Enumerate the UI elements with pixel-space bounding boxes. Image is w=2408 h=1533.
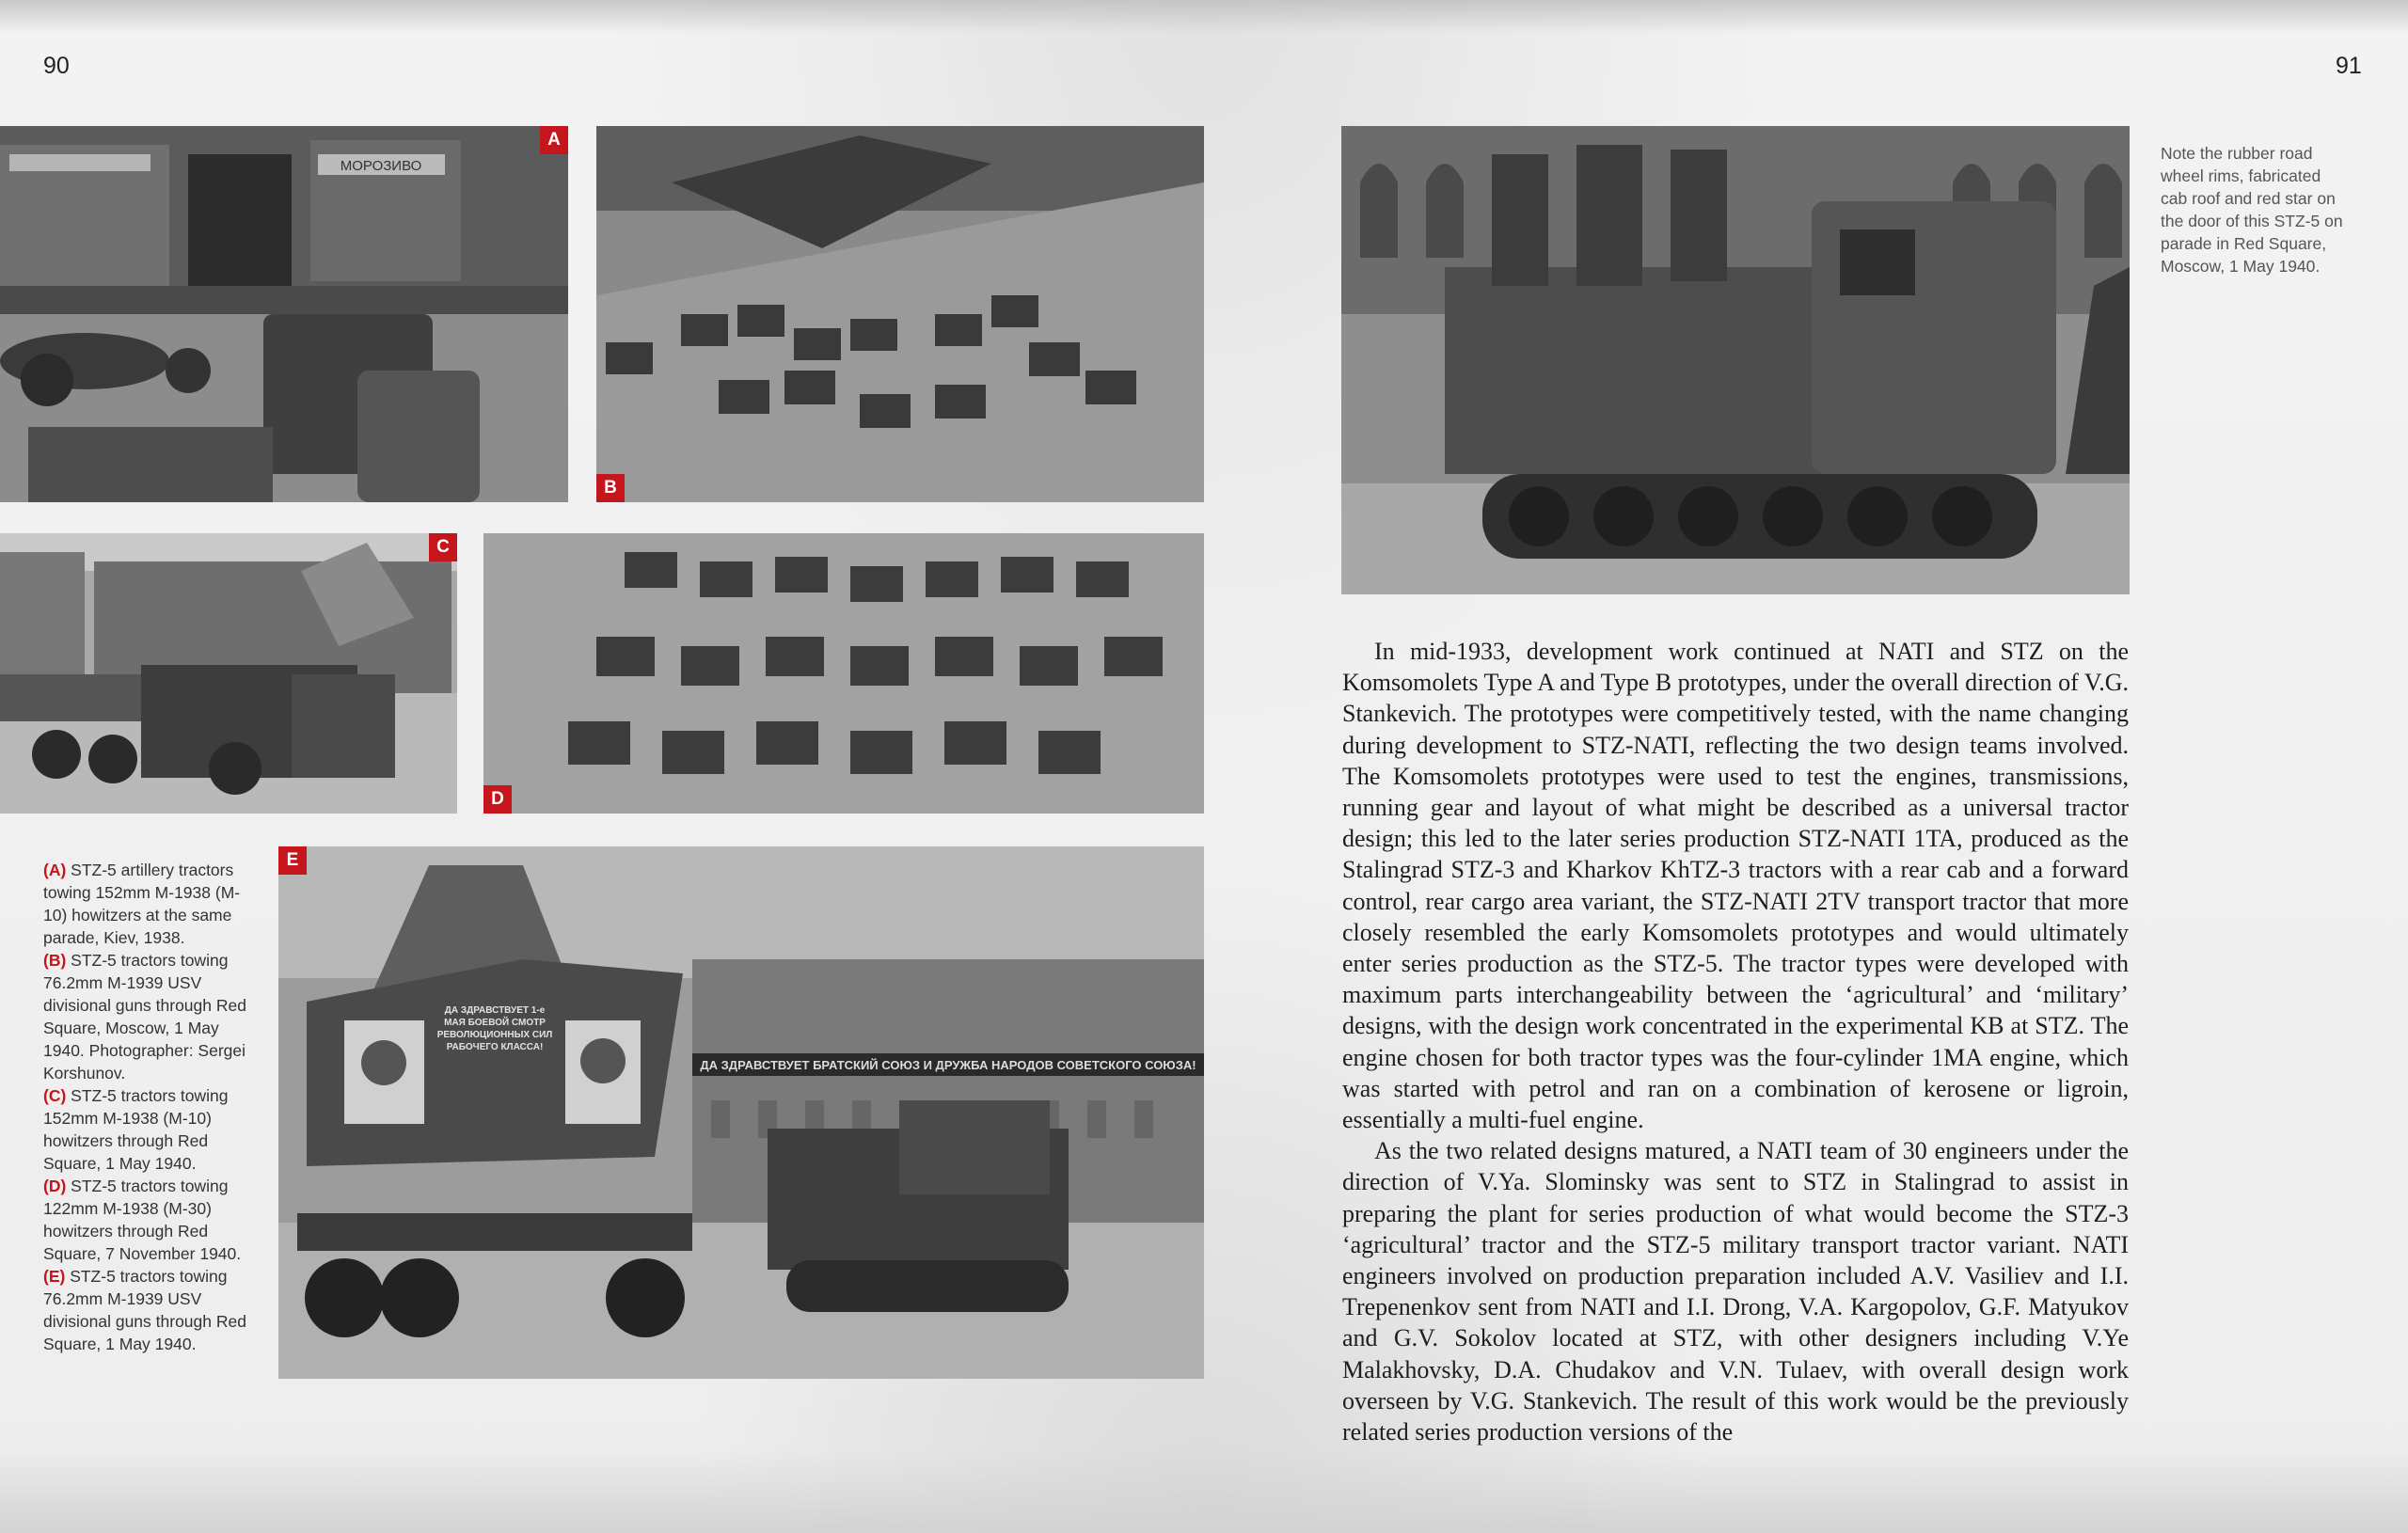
caption-tag-d: (D) bbox=[43, 1177, 67, 1195]
photo-d bbox=[483, 533, 1204, 814]
caption-b bbox=[43, 949, 250, 1084]
photo-e-facade-text: ДА ЗДРАВСТВУЕТ БРАТСКИЙ СОЮЗ И ДРУЖБА НАРОДОВ СОВЕТСКОГО СОЮЗА! bbox=[700, 1058, 1196, 1072]
page-number-left: 90 bbox=[43, 53, 70, 79]
photo-b bbox=[596, 126, 1204, 502]
caption-tag-c: (C) bbox=[43, 1086, 67, 1105]
caption-tag-a: (A) bbox=[43, 861, 67, 879]
photo-c-badge: C bbox=[429, 533, 457, 561]
photo-a-badge: A bbox=[540, 126, 568, 154]
caption-text-e: STZ-5 tractors towing 76.2mm M-1939 USV divisional guns through Red Square, 1 May 1940. bbox=[43, 1267, 246, 1353]
photo-e-badge: E bbox=[278, 846, 307, 875]
caption-tag-e: (E) bbox=[43, 1267, 66, 1286]
caption-text-c: STZ-5 tractors towing 152mm M-1938 (M-10) howitzers through Red Square, 1 May 1940. bbox=[43, 1086, 229, 1173]
body-paragraph-2: As the two related designs matured, a NATI team of 30 engineers under the direction of V.Ya. Slominsky was sent to STZ in Stalingrad to assist in preparing the plant for series production of what would become the STZ-3 ‘agricultural’ tractor and the STZ-5 military transport tractor variant. NATI engineers involved on production preparation included A.V. Vasiliev and I.I. Trepenenkov sent from NATI and I.I. Drong, V.A. Kargopolov, G.F. Matyukov and G.V. Sokolov located at STZ, with other designers including V.Ye Malakhovsky, D.A. Chudakov and V.N. Tulaev, with overall design work overseen by V.G. Stankevich. The result of this work would be the previously related series production versions of the bbox=[1342, 1137, 2129, 1446]
photo-c bbox=[0, 533, 457, 814]
caption-e bbox=[43, 1265, 250, 1355]
photo-e-image bbox=[278, 846, 1204, 1379]
caption-text-b: STZ-5 tractors towing 76.2mm M-1939 USV divisional guns through Red Square, Moscow, 1 May 1940. Photographer: Sergei Korshunov. bbox=[43, 951, 246, 1083]
photo-a bbox=[0, 126, 568, 502]
photo-a-image bbox=[0, 126, 568, 502]
caption-main-photo: Note the rubber road wheel rims, fabricated cab roof and red star on the door of this STZ-5 on parade in Red Square, Moscow, 1 May 1940. bbox=[2161, 144, 2343, 276]
caption-d bbox=[43, 1175, 250, 1265]
bottom-texture-band bbox=[0, 1448, 2408, 1533]
photo-b-badge: B bbox=[596, 474, 625, 502]
caption-list-left bbox=[43, 859, 250, 1355]
photo-b-image bbox=[596, 126, 1204, 502]
caption-text-d: STZ-5 tractors towing 122mm M-1938 (M-30) howitzers through Red Square, 7 November 1940. bbox=[43, 1177, 242, 1263]
photo-main-image bbox=[1341, 126, 2130, 594]
body-paragraph-1: In mid-1933, development work continued at NATI and STZ on the Komsomolets Type A and Type B prototypes, under the overall direction of V.G. Stankevich. The prototypes were competitively tested, with the name changing during development to STZ-NATI, reflecting the two design teams involved. The Komsomolets prototypes were used to test the engines, transmissions, running gear and layout of what might be described as a universal tractor design; this led to the later series production STZ-NATI 1TA, produced as the Stalingrad STZ-3 and Kharkov KhTZ-3 tractors with a rear cab and a forward control, rear cargo area variant, the STZ-NATI 2TV transport tractor that more closely resembled the early Komsomolets prototypes and would ultimately enter series production as the STZ-5. The tractor types were developed with maximum parts interchangeability between the ‘agricultural’ and ‘military’ designs, with the design work concentrated in the experimental KB at STZ. The engine chosen for both tractor types was the four-cylinder 1MA engine, which was started with petrol and ran on a combination of kerosene or ligroin, essentially a multi-fuel engine. bbox=[1342, 638, 2129, 1134]
caption-tag-b: (B) bbox=[43, 951, 67, 970]
caption-c bbox=[43, 1084, 250, 1175]
caption-a bbox=[43, 859, 250, 949]
top-texture-band bbox=[0, 0, 2408, 34]
photo-e bbox=[278, 846, 1204, 1379]
page-number-right: 91 bbox=[2336, 53, 2362, 79]
photo-d-badge: D bbox=[483, 785, 512, 814]
photo-c-image bbox=[0, 533, 457, 814]
photo-main-stz5 bbox=[1341, 126, 2130, 594]
photo-d-image bbox=[483, 533, 1204, 814]
body-text bbox=[1342, 636, 2129, 1447]
svg-text:МОРОЗИВО: МОРОЗИВО bbox=[340, 158, 422, 174]
caption-text-a: STZ-5 artillery tractors towing 152mm M-1938 (M-10) howitzers at the same parade, Kiev, 1938. bbox=[43, 861, 241, 947]
photo-e-banner-text: ДА ЗДРАВСТВУЕТ 1-е МАЯ БОЕВОЙ СМОТР РЕВОЛЮЦИОННЫХ СИЛ РАБОЧЕГО КЛАССА! bbox=[436, 1005, 553, 1052]
